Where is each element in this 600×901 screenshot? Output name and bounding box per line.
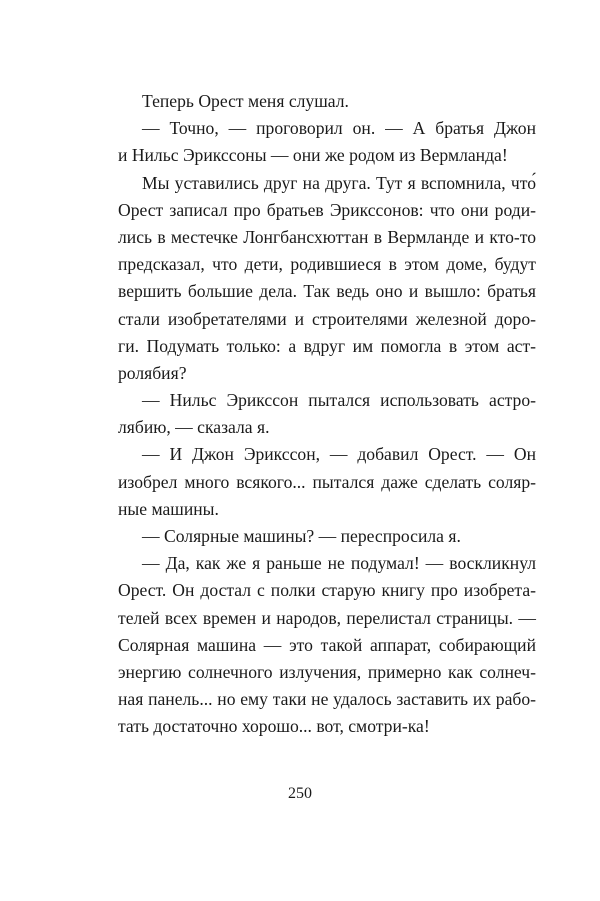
text-line: — Нильс Эрикссон пытался использовать астро- <box>142 390 536 411</box>
text-line: — Точно, — проговорил он. — А братья Джон <box>142 118 536 139</box>
text-line: лись в местечке Лонгбансхюттан в Вермланде и кто-то <box>118 226 536 247</box>
text-line: Мы уставились друг на друга. Тут я вспомнила, что́ <box>142 172 536 193</box>
text-line: ные машины. <box>118 498 219 519</box>
page-body <box>118 88 536 741</box>
text-line: изобрел много всякого... пытался даже сделать соляр- <box>118 471 536 492</box>
text-line: Орест записал про братьев Эрикссонов: что они роди- <box>118 199 536 220</box>
text-line: предсказал, что дети, родившиеся в этом доме, будут <box>118 254 536 275</box>
text-line: телей всех времен и народов, перелистал страницы. — <box>118 607 536 628</box>
text-line: Солярная машина — это такой аппарат, собирающий <box>118 634 536 655</box>
text-line: энергию солнечного излучения, примерно как солнеч- <box>118 661 536 682</box>
text-line: вершить большие дела. Так ведь оно и вышло: братья <box>118 281 536 302</box>
page-number: 250 <box>288 785 312 802</box>
text-line: — Да, как же я раньше не подумал! — воскликнул <box>142 553 536 574</box>
text-line: и Нильс Эрикссоны — они же родом из Вермланда! <box>118 145 508 166</box>
text-line: стали изобретателями и строителями железной доро- <box>118 308 536 329</box>
text-line: лябию, — сказала я. <box>118 417 270 438</box>
text-line: — Солярные машины? — переспросила я. <box>142 526 461 546</box>
text-line: ролябия? <box>118 362 187 383</box>
text-line: ная панель... но ему таки не удалось заставить их рабо- <box>118 689 536 710</box>
text-line: ги. Подумать только: а вдруг им помогла в этом аст- <box>118 335 536 356</box>
text-line: Теперь Орест меня слушал. <box>142 91 349 111</box>
text-line: Орест. Он достал с полки старую книгу про изобрета- <box>118 580 536 601</box>
text-line: — И Джон Эрикссон, — добавил Орест. — Он <box>142 444 536 465</box>
text-line: тать достаточно хорошо... вот, смотри-ка! <box>118 716 430 737</box>
